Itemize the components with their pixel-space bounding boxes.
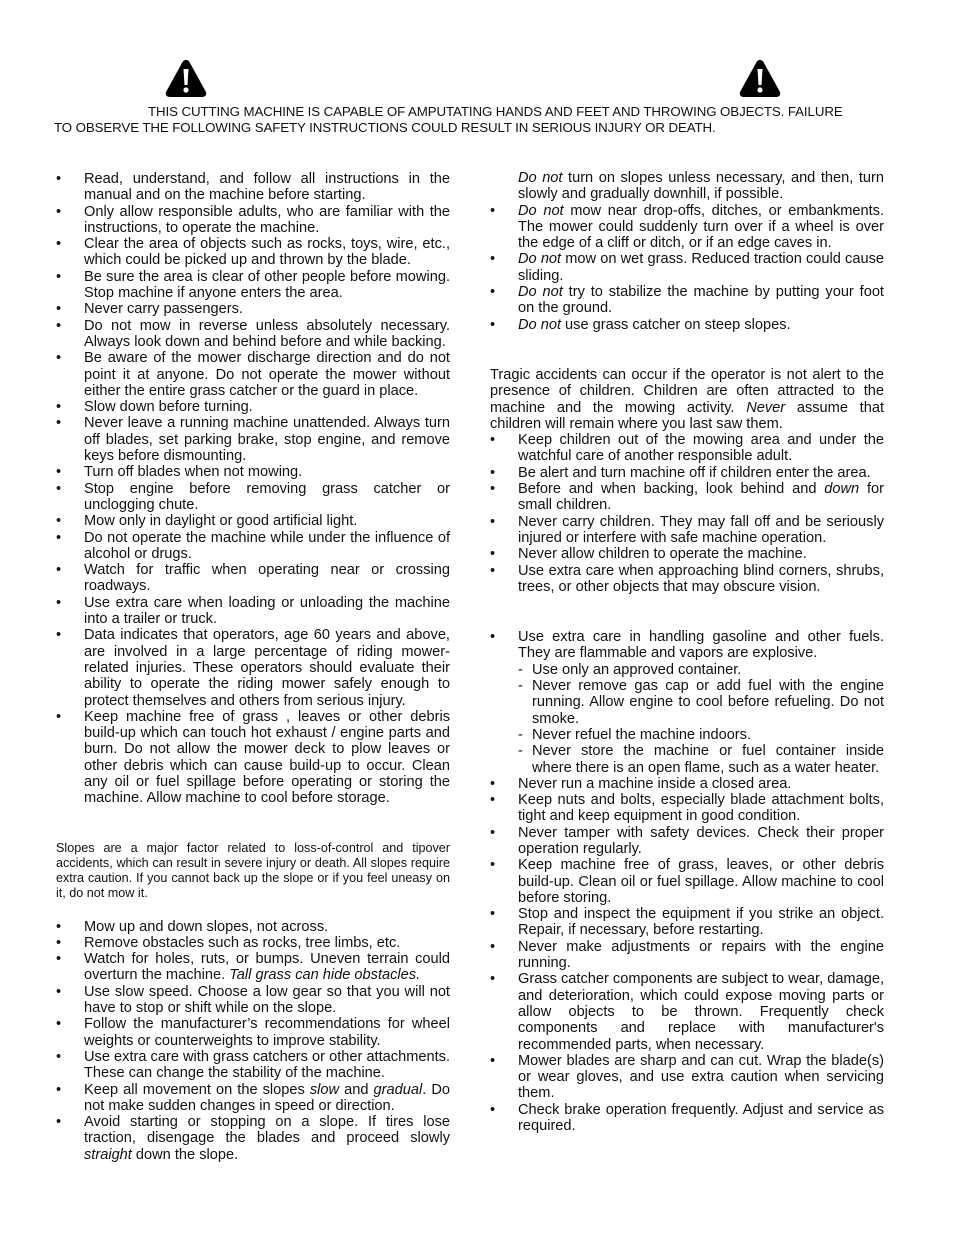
do-not-emphasis: Do not [518, 202, 564, 219]
list-item: • Do not operate the machine while under the influence of alcohol or drugs. [56, 530, 450, 563]
list-item: • Keep machine free of grass , leaves or other debris build-up which can touch hot exhaust / engine parts and burn. Do not allow the mower deck to plow leaves or other debris which can cause build-up to occur. Clean any oil or fuel spillage before operating or storing the machine. Allow machine to cool before storage. [56, 709, 450, 807]
item-text: use grass catcher on steep slopes. [561, 316, 791, 333]
list-item: • Only allow responsible adults, who are familiar with the instructions, to operate the machine. [56, 204, 450, 237]
item-text: Never carry children. They may fall off and be seriously injured or interfere with safe machine operation. [518, 513, 884, 546]
intro-text: assume that children will remain where you last saw them. [490, 399, 884, 432]
list-item: • Never carry passengers. [56, 301, 450, 317]
item-text: down the slope. [131, 1146, 239, 1163]
emphasis: slow [309, 1081, 340, 1098]
list-item: • Keep nuts and bolts, especially blade attachment bolts, tight and keep equipment in good condition. [490, 792, 884, 825]
list-item: • Never leave a running machine unattended. Always turn off blades, set parking brake, stop engine, and remove keys before dismounting. [56, 415, 450, 464]
list-item: • Stop engine before removing grass catcher or unclogging chute. [56, 481, 450, 514]
list-item: • Never tamper with safety devices. Check their proper operation regularly. [490, 825, 884, 858]
list-item [56, 1114, 450, 1163]
service-list [490, 629, 884, 776]
do-not-emphasis: Do not [518, 316, 561, 333]
list-item: • Stop and inspect the equipment if you strike an object. Repair, if necessary, before restarting. [490, 906, 884, 939]
list-item: • Be sure the area is clear of other people before mowing. Stop machine if anyone enters the area. [56, 269, 450, 302]
intro-text: Tragic accidents can occur if the operator is not alert to the presence of children. Children are often attracted to the machine and the mowing activity. [490, 366, 884, 416]
list-item: - Never refuel the machine indoors. [518, 727, 884, 743]
list-item [490, 546, 884, 562]
list-item [56, 919, 450, 935]
list-item: • Never run a machine inside a closed area. [490, 776, 884, 792]
service-list-cont [490, 776, 884, 1135]
never-emphasis: Never [746, 399, 786, 416]
list-item [56, 1049, 450, 1082]
emphasis: Tall grass can hide obstacles. [229, 967, 421, 984]
item-text: Avoid starting or stopping on a slope. If tires lose traction, disengage the blades and proceed slowly [84, 1114, 450, 1147]
list-item: • Keep machine free of grass, leaves, or other debris build-up. Clean oil or fuel spillage. Allow machine to cool before storing. [490, 857, 884, 906]
item-text: Remove obstacles such as rocks, tree limbs, etc. [84, 934, 401, 951]
list-item: • Check brake operation frequently. Adjust and service as required. [490, 1102, 884, 1135]
item-text: Mow up and down slopes, not across. [84, 918, 329, 935]
list-item: - Use only an approved container. [518, 662, 884, 678]
item-text: Keep children out of the mowing area and under the watchful care of another responsible adult. [518, 432, 884, 465]
warning-line: THIS CUTTING MACHINE IS CAPABLE OF AMPUTATING HANDS AND FEET AND THROWING OBJECTS. FAILURE [148, 104, 843, 119]
list-item: • Watch for traffic when operating near or crossing roadways. [56, 562, 450, 595]
list-item: • Data indicates that operators, age 60 years and above, are involved in a large percentage of riding mower-related injuries. These operators should evaluate their ability to operate the riding mower safely enough to protect themselves and others from serious injury. [56, 627, 450, 708]
slopes-intro: Slopes are a major factor related to loss-of-control and tipover accidents, which can result in severe injury or death. All slopes require extra caution. If you cannot back up the slope or if you feel uneasy on it, do not mow it. [56, 840, 450, 900]
emphasis: straight [84, 1146, 132, 1163]
list-item [490, 251, 884, 284]
item-text: Follow the manufacturer’s recommendations for wheel weights or counterweights to improve stability. [84, 1016, 450, 1049]
item-text: mow near drop-offs, ditches, or embankments. The mower could suddenly turn over if a wheel is over the edge of a cliff or ditch, or if an edge caves in. [518, 202, 884, 252]
warning-statement [54, 104, 894, 136]
list-item: • Slow down before turning. [56, 399, 450, 415]
list-item [56, 1016, 450, 1049]
item-text: and [339, 1081, 374, 1098]
list-item [56, 951, 450, 984]
item-text: for small children. [518, 481, 884, 514]
item-text: Be alert and turn machine off if children enter the area. [518, 464, 871, 481]
list-item [490, 284, 884, 317]
emphasis: gradual [373, 1081, 423, 1098]
list-item: • Do not mow in reverse unless absolutely necessary. Always look down and behind before and while backing. [56, 318, 450, 351]
list-item [56, 1082, 450, 1115]
item-text: Use slow speed. Choose a low gear so that you will not have to stop or shift while on the slope. [84, 983, 450, 1017]
dont-text: turn on slopes unless necessary, and then, turn slowly and gradually downhill, if possible. [518, 170, 884, 203]
item-text: Never allow children to operate the machine. [518, 546, 807, 563]
item-text: Watch for holes, ruts, or bumps. Uneven terrain could overturn the machine. [84, 951, 450, 984]
list-item: • Never make adjustments or repairs with the engine running. [490, 939, 884, 972]
general-operation-list [56, 171, 450, 807]
list-item: • Mower blades are sharp and can cut. Wrap the blade(s) or wear gloves, and use extra caution when servicing them. [490, 1053, 884, 1102]
list-item [490, 432, 884, 465]
list-item [490, 203, 884, 252]
do-not-emphasis: Do not [518, 251, 562, 268]
list-item: - Never store the machine or fuel container inside where there is an open flame, such as a water heater. [518, 743, 884, 776]
list-item: • Read, understand, and follow all instructions in the manual and on the machine before starting. [56, 171, 450, 204]
list-item [56, 935, 450, 951]
item-text: Use extra care with grass catchers or other attachments. These can change the stability of the machine. [84, 1048, 450, 1082]
warning-triangle-icon [164, 58, 208, 98]
list-item: • Be aware of the mower discharge direction and do not point it at anyone. Do not operate the mower without either the entire grass catcher or the guard in place. [56, 350, 450, 399]
list-item [490, 481, 884, 514]
children-list [490, 432, 884, 595]
do-not-emphasis: Do not [518, 170, 563, 186]
item-text: mow on wet grass. Reduced traction could cause sliding. [518, 251, 884, 284]
slopes-do-list [56, 919, 450, 1163]
fuel-text: Use extra care in handling gasoline and other fuels. They are flammable and vapors are explosive. [518, 629, 884, 662]
list-item [490, 465, 884, 481]
list-item [490, 317, 884, 333]
list-item: • Clear the area of objects such as rocks, toys, wire, etc., which could be picked up and thrown by the blade. [56, 236, 450, 269]
item-text: Before and when backing, look behind and [518, 481, 825, 498]
list-item: • Use extra care when loading or unloading the machine into a trailer or truck. [56, 595, 450, 628]
children-intro [490, 367, 884, 432]
list-item [56, 984, 450, 1017]
item-text: Use extra care when approaching blind corners, shrubs, trees, or other objects that may obscure vision. [518, 562, 884, 595]
item-text: . Do not make sudden changes in speed or direction. [84, 1081, 450, 1114]
item-text: Keep all movement on the slopes [84, 1081, 310, 1098]
list-item: - Never remove gas cap or add fuel with the engine running. Allow engine to cool before refueling. Do not smoke. [518, 678, 884, 727]
left-column [56, 171, 450, 1163]
do-not-emphasis: Do not [518, 284, 563, 301]
list-item: • Grass catcher components are subject to wear, damage, and deterioration, which could expose moving parts or allow objects to be thrown. Frequently check components and replace with manufacturer's recommended parts, when necessary. [490, 971, 884, 1052]
list-item [490, 629, 884, 776]
slopes-dont-continuation [490, 170, 884, 203]
list-item [490, 563, 884, 596]
list-item [490, 514, 884, 547]
list-item: • Mow only in daylight or good artificial light. [56, 513, 450, 529]
warning-triangle-icon [738, 58, 782, 98]
fuel-sub-list [518, 662, 884, 776]
slopes-dont-list [490, 203, 884, 333]
item-text: try to stabilize the machine by putting your foot on the ground. [518, 284, 884, 317]
emphasis: down [824, 481, 860, 498]
right-column [490, 170, 884, 1134]
warning-line: TO OBSERVE THE FOLLOWING SAFETY INSTRUCTIONS COULD RESULT IN SERIOUS INJURY OR DEATH. [54, 120, 716, 135]
list-item: • Turn off blades when not mowing. [56, 464, 450, 480]
